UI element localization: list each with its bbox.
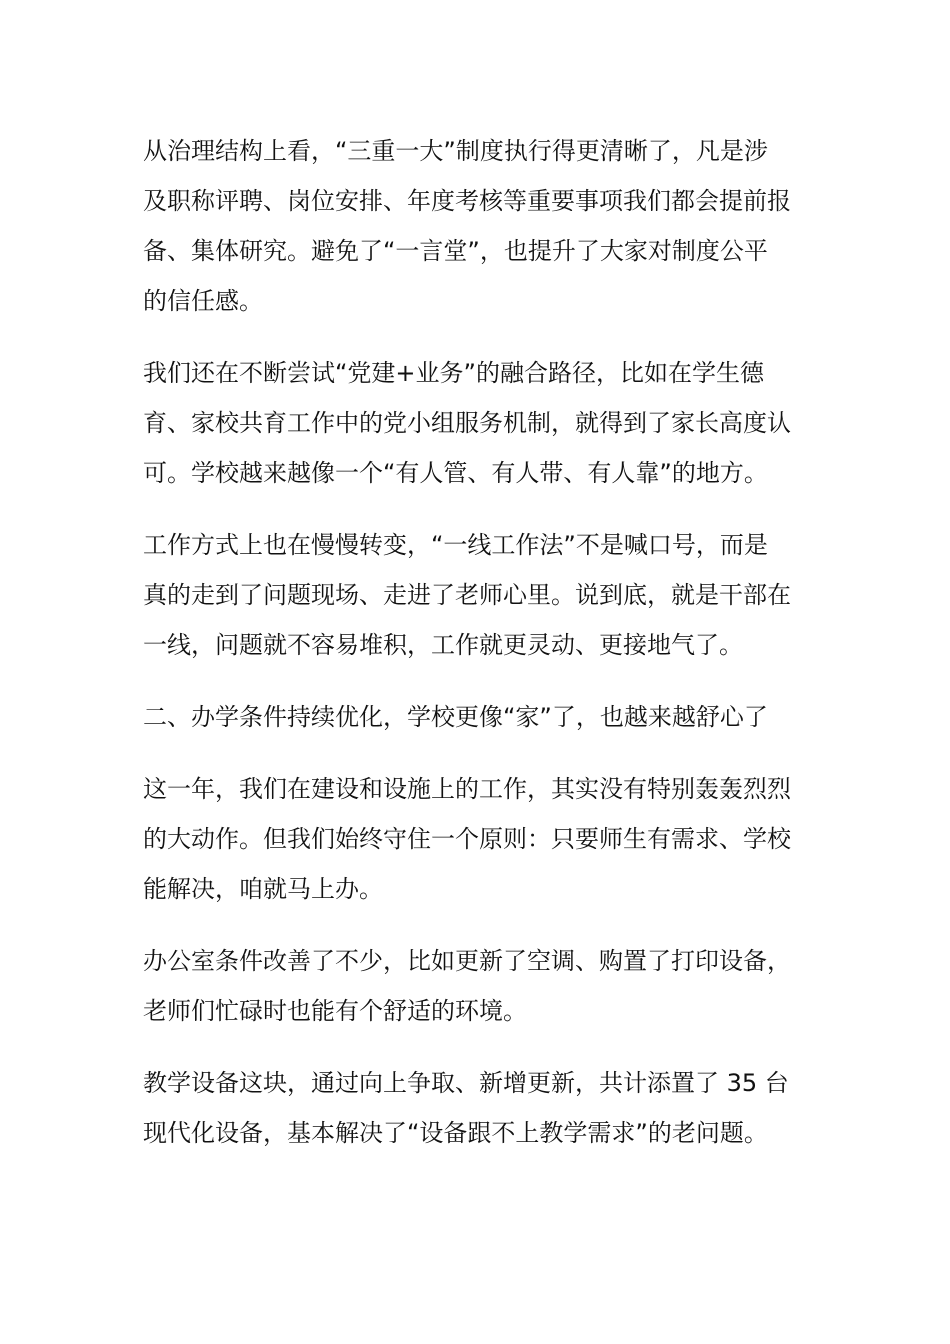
- text-line: 真的走到了问题现场、走进了老师心里。说到底，就是干部在: [143, 581, 791, 609]
- text-line: 备、集体研究。避免了“一言堂”，也提升了大家对制度公平: [143, 237, 768, 265]
- text-line: 老师们忙碌时也能有个舒适的环境。: [143, 997, 527, 1025]
- paragraph-governance: [143, 126, 803, 326]
- text-line: 能解决，咱就马上办。: [143, 875, 383, 903]
- text-line: 我们还在不断尝试“党建+业务”的融合路径，比如在学生德: [143, 359, 764, 387]
- text-line: 可。学校越来越像一个“有人管、有人带、有人靠”的地方。: [143, 459, 768, 487]
- document-body: [143, 126, 803, 1180]
- text-line: 教学设备这块，通过向上争取、新增更新，共计添置了 35 台: [143, 1069, 789, 1097]
- paragraph-party-building: [143, 348, 803, 498]
- section-heading: [143, 692, 803, 742]
- heading-line: 二、办学条件持续优化，学校更像“家”了，也越来越舒心了: [143, 703, 768, 731]
- text-line: 一线，问题就不容易堆积，工作就更灵动、更接地气了。: [143, 631, 743, 659]
- paragraph-office: [143, 936, 803, 1036]
- paragraph-facilities: [143, 764, 803, 914]
- text-line: 办公室条件改善了不少，比如更新了空调、购置了打印设备，: [143, 947, 791, 975]
- text-line: 从治理结构上看，“三重一大”制度执行得更清晰了，凡是涉: [143, 137, 768, 165]
- text-line: 的信任感。: [143, 287, 263, 315]
- text-line: 育、家校共育工作中的党小组服务机制，就得到了家长高度认: [143, 409, 791, 437]
- text-line: 这一年，我们在建设和设施上的工作，其实没有特别轰轰烈烈: [143, 775, 791, 803]
- text-line: 及职称评聘、岗位安排、年度考核等重要事项我们都会提前报: [143, 187, 791, 215]
- paragraph-equipment: [143, 1058, 803, 1158]
- text-line: 工作方式上也在慢慢转变，“一线工作法”不是喊口号，而是: [143, 531, 768, 559]
- text-line: 现代化设备，基本解决了“设备跟不上教学需求”的老问题。: [143, 1119, 768, 1147]
- paragraph-work-method: [143, 520, 803, 670]
- text-line: 的大动作。但我们始终守住一个原则：只要师生有需求、学校: [143, 825, 791, 853]
